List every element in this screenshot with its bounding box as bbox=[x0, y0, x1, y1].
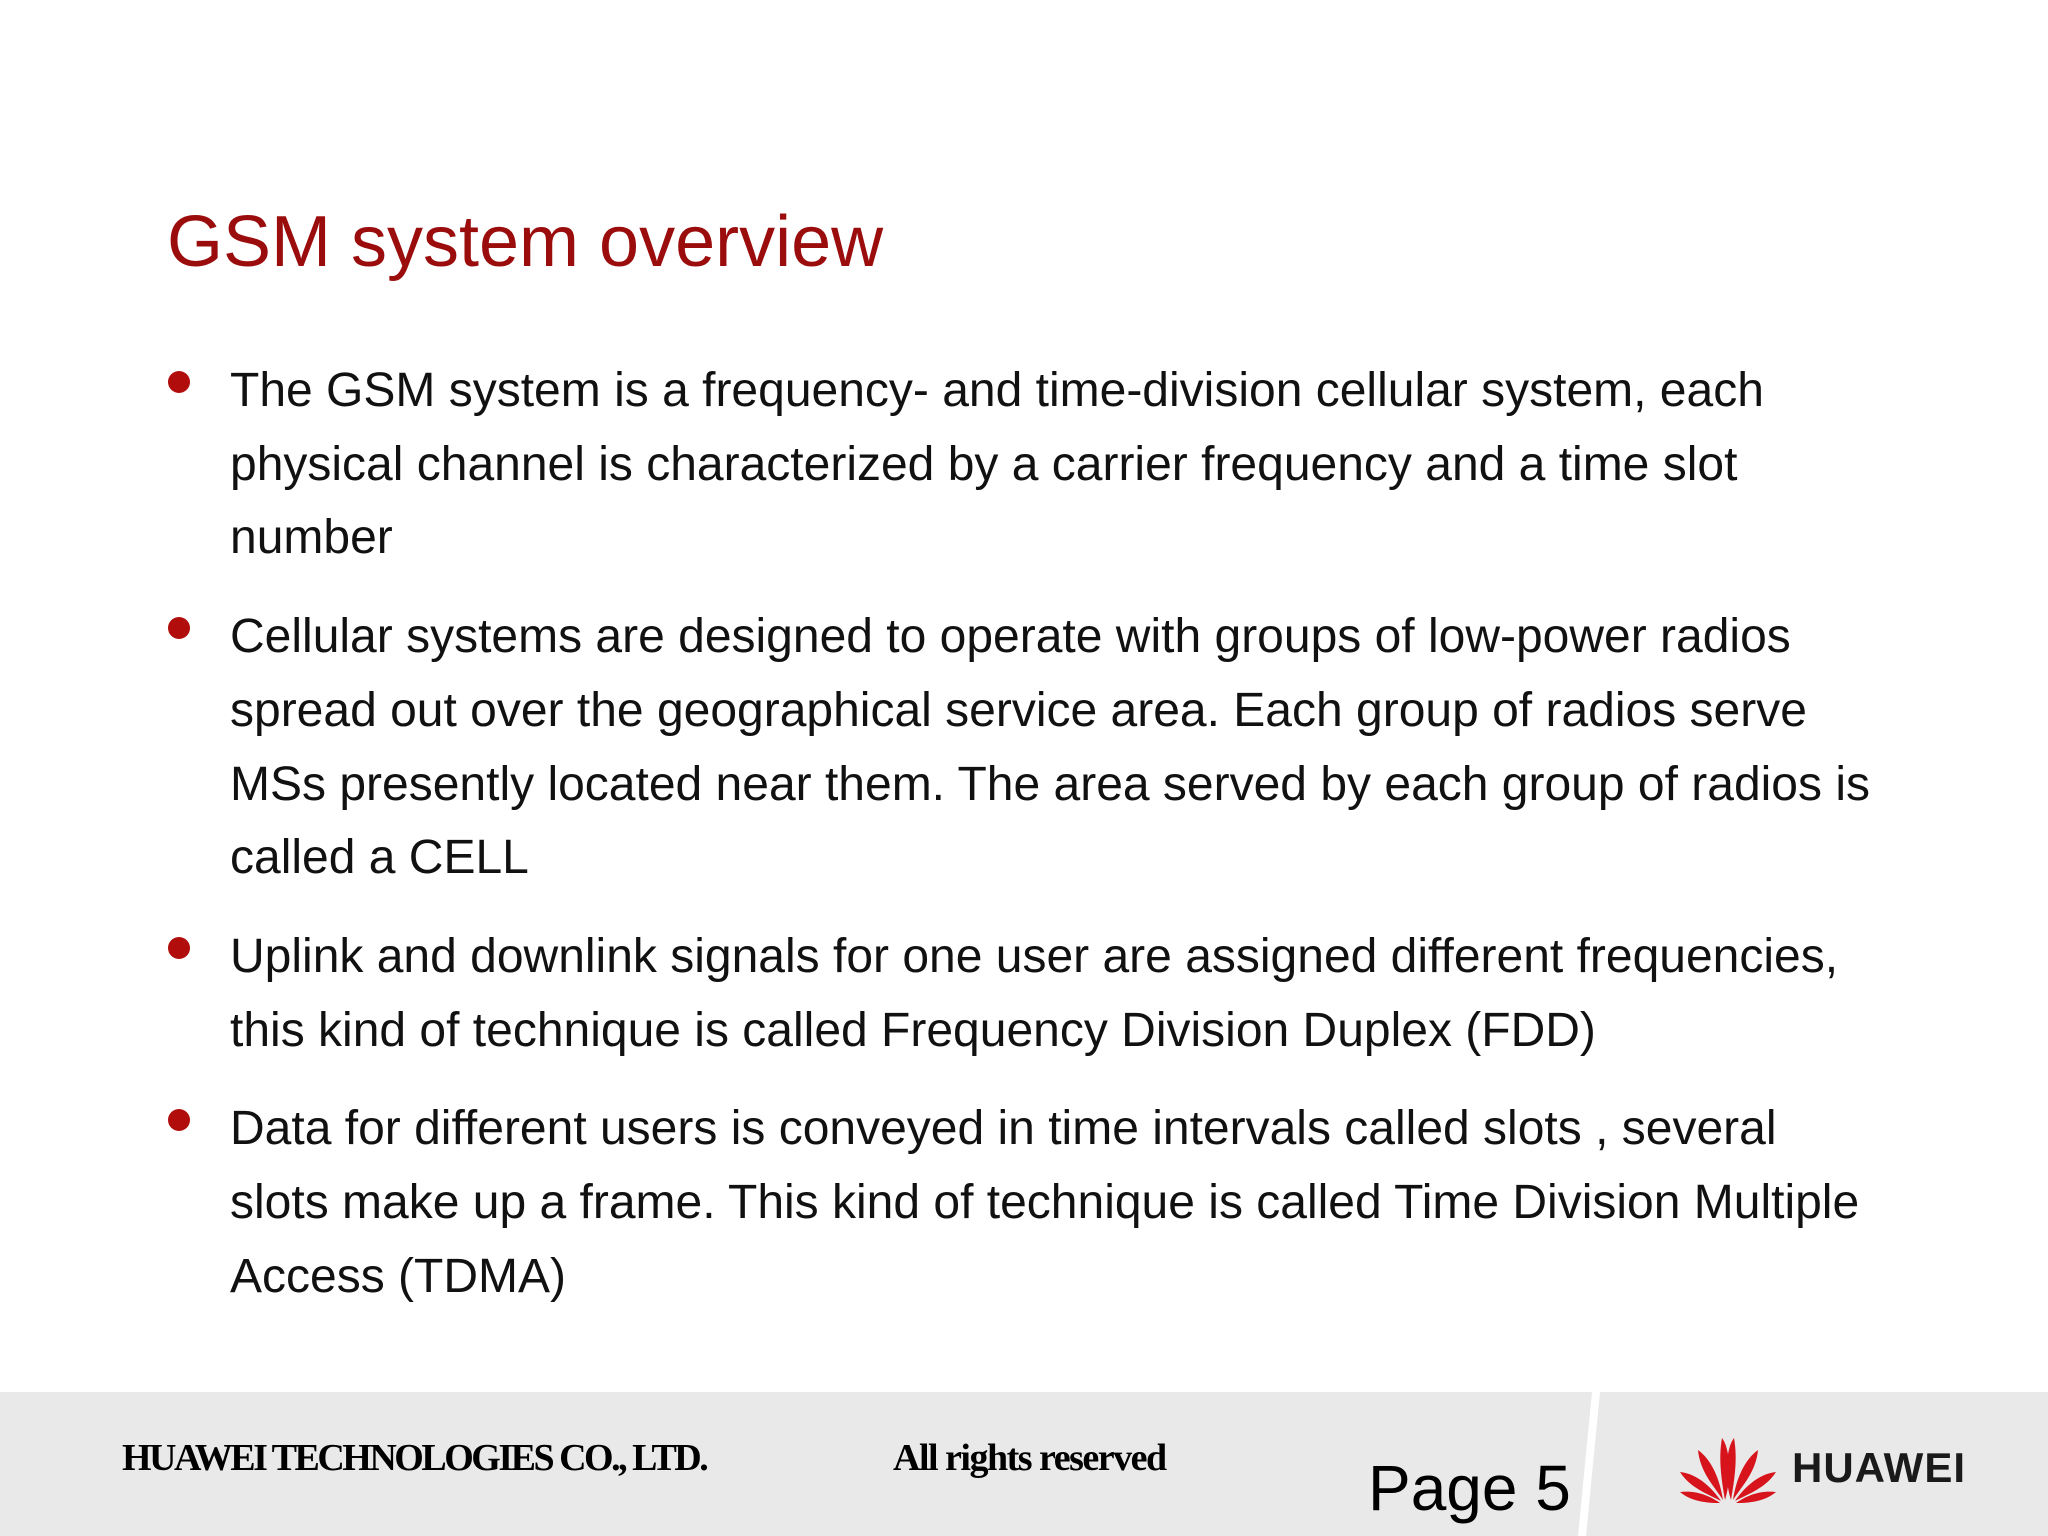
footer-divider bbox=[1578, 1392, 1600, 1536]
bullet-dot-icon bbox=[168, 617, 190, 639]
bullet-item bbox=[160, 920, 1880, 1067]
huawei-petals-icon bbox=[1678, 1432, 1778, 1504]
bullet-item bbox=[160, 354, 1880, 575]
bullet-item bbox=[160, 600, 1880, 895]
huawei-logo bbox=[1678, 1432, 1966, 1504]
bullet-text: Cellular systems are designed to operate with groups of low-power radios spread out over the geographical service area. Each group of radios serve MSs presently located near them. The area served by each group of radios is called a CELL bbox=[230, 610, 1870, 885]
bullet-dot-icon bbox=[168, 937, 190, 959]
bullet-dot-icon bbox=[168, 1109, 190, 1131]
bullet-text: Data for different users is conveyed in time intervals called slots , several slots make up a frame. This kind of technique is called Time Division Multiple Access (TDMA) bbox=[230, 1102, 1860, 1303]
logo-wordmark: HUAWEI bbox=[1792, 1444, 1966, 1491]
bullet-list bbox=[160, 354, 1880, 1338]
footer-company: HUAWEI TECHNOLOGIES CO., LTD. bbox=[122, 1437, 707, 1479]
bullet-dot-icon bbox=[168, 371, 190, 393]
page-number: Page 5 bbox=[1368, 1452, 1571, 1524]
slide-title: GSM system overview bbox=[167, 202, 884, 282]
footer-rights: All rights reserved bbox=[893, 1437, 1166, 1479]
bullet-item bbox=[160, 1092, 1880, 1313]
bullet-text: The GSM system is a frequency- and time-division cellular system, each physical channel is characterized by a carrier frequency and a time slot number bbox=[230, 364, 1764, 565]
footer-bar bbox=[0, 1392, 2048, 1536]
bullet-text: Uplink and downlink signals for one user are assigned different frequencies, this kind of technique is called Frequency Division Duplex (FDD) bbox=[230, 929, 1839, 1057]
